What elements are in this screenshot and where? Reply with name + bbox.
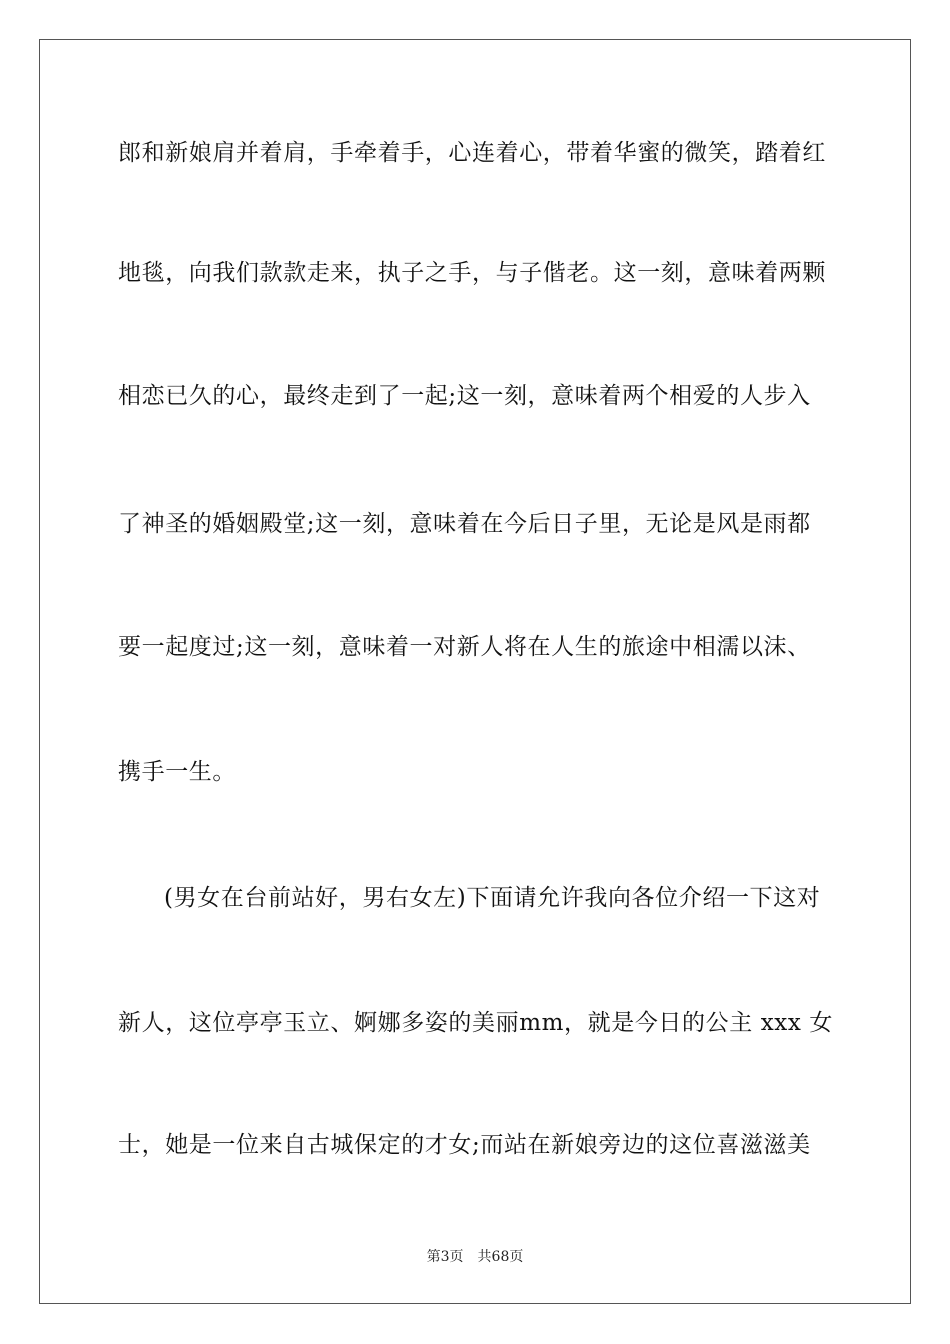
paragraph1-line-2: 地毯，向我们款款走来，执子之手，与子偕老。这一刻，意味着两颗 bbox=[118, 260, 826, 286]
paragraph2-line-2: 新人，这位亭亭玉立、婀娜多姿的美丽mm，就是今日的公主 xxx 女 bbox=[118, 1010, 833, 1036]
page-frame bbox=[39, 39, 911, 1304]
paragraph1-line-6: 携手一生。 bbox=[118, 759, 236, 785]
paragraph2-line-1: (男女在台前站好，男右女左)下面请允许我向各位介绍一下这对 bbox=[164, 885, 821, 911]
paragraph1-line-1: 郎和新娘肩并着肩，手牵着手，心连着心，带着华蜜的微笑，踏着红 bbox=[118, 140, 826, 166]
paragraph1-line-3: 相恋已久的心，最终走到了一起;这一刻，意味着两个相爱的人步入 bbox=[118, 383, 811, 409]
paragraph1-line-4: 了神圣的婚姻殿堂;这一刻，意味着在今后日子里，无论是风是雨都 bbox=[118, 511, 811, 537]
paragraph1-line-5: 要一起度过;这一刻，意味着一对新人将在人生的旅途中相濡以沫、 bbox=[118, 634, 811, 660]
paragraph2-line-3: 士，她是一位来自古城保定的才女;而站在新娘旁边的这位喜滋滋美 bbox=[118, 1132, 811, 1158]
page-number-footer: 第3页 共68页 bbox=[426, 1249, 524, 1265]
